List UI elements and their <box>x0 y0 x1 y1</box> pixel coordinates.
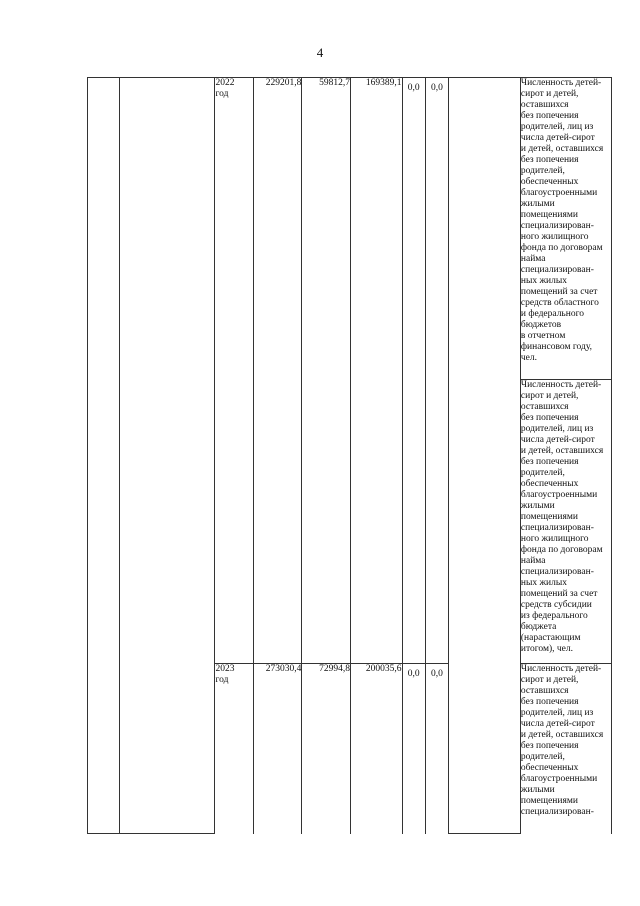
other-cell: 0,0 <box>425 78 448 664</box>
indicator-line: бюджетов <box>520 320 562 330</box>
indicator-line: оставшихся <box>520 686 569 696</box>
total-cell: 273030,4 <box>253 664 302 834</box>
indicator-line: благоустроенными <box>520 490 598 500</box>
indicator-line: без попечения <box>520 413 579 423</box>
indicator-line: жилыми <box>520 501 555 511</box>
indicator-line: сирот и детей, <box>520 675 579 685</box>
local-cell: 0,0 <box>402 664 425 834</box>
result-cell <box>449 78 521 834</box>
year-cell: 2023 год <box>215 664 253 834</box>
indicator-line: помещениями <box>520 796 578 806</box>
indicator-line: найма <box>520 556 546 566</box>
indicator-line: специализирован- <box>520 807 594 817</box>
indicator-line: числа детей-сирот <box>520 719 595 729</box>
indicator-line: ного жилищного <box>520 534 589 544</box>
indicator-line: из федерального <box>520 611 588 621</box>
federal-cell: 72994,8 <box>302 664 351 834</box>
indicator-cell <box>520 380 611 664</box>
indicator-line: без попечения <box>520 111 579 121</box>
name-cell <box>120 78 215 834</box>
indicator-line: числа детей-сирот <box>520 435 595 445</box>
indicator-line: помещений за счет <box>520 287 598 297</box>
indicator-line: бюджета <box>520 622 557 632</box>
indicator-cell <box>520 664 611 834</box>
total-cell: 229201,8 <box>253 78 302 664</box>
indicator-line: специализирован- <box>520 567 594 577</box>
indicator-line: финансовом году, <box>520 342 593 352</box>
indicator-line: средств субсидии <box>520 600 592 610</box>
indicator-line: ных жилых <box>520 578 568 588</box>
indicator-line: и федерального <box>520 309 585 319</box>
indicator-line: Численность детей- <box>520 664 602 674</box>
indicator-line: средств областного <box>520 298 599 308</box>
page-number: 4 <box>316 45 324 60</box>
indicator-line: родителей, лиц из <box>520 122 594 132</box>
indicator-text <box>521 78 611 364</box>
indicator-line: итогом), чел. <box>520 644 574 654</box>
indicator-line: Численность детей- <box>520 78 602 88</box>
indicator-line: (нарастающим <box>520 633 581 643</box>
local-cell: 0,0 <box>402 78 425 664</box>
indicator-line: и детей, оставшихся <box>520 730 604 740</box>
indicator-line: родителей, <box>520 752 565 762</box>
indicator-line: обеспеченных <box>520 479 579 489</box>
indicator-line: благоустроенными <box>520 188 598 198</box>
regional-cell: 169389,1 <box>350 78 402 664</box>
indicator-line: сирот и детей, <box>520 391 579 401</box>
indicator-cell <box>520 78 611 380</box>
indicator-line: и детей, оставшихся <box>520 446 604 456</box>
indicator-line: родителей, лиц из <box>520 708 594 718</box>
indicator-line: без попечения <box>520 155 579 165</box>
indicator-line: в отчетном <box>520 331 566 341</box>
indicator-line: Численность детей- <box>520 380 602 390</box>
indicator-line: оставшихся <box>520 402 569 412</box>
regional-cell: 200035,6 <box>350 664 402 834</box>
federal-cell: 59812,7 <box>302 78 351 664</box>
indicator-line: оставшихся <box>520 100 569 110</box>
indicator-line: без попечения <box>520 457 579 467</box>
indicator-text <box>521 380 611 655</box>
indicator-line: помещений за счет <box>520 589 598 599</box>
indicator-line: чел. <box>520 353 538 363</box>
table-row-2022 <box>88 78 612 380</box>
indicator-line: сирот и детей, <box>520 89 579 99</box>
indicator-line: родителей, <box>520 468 565 478</box>
indicator-line: ных жилых <box>520 276 568 286</box>
indicator-line: фонда по договорам <box>520 243 603 253</box>
indicator-line: обеспеченных <box>520 763 579 773</box>
indicator-line: специализирован- <box>520 265 594 275</box>
indicator-line: жилыми <box>520 785 555 795</box>
indicator-line: найма <box>520 254 546 264</box>
indicator-line: ного жилищного <box>520 232 589 242</box>
indicator-line: и детей, оставшихся <box>520 144 604 154</box>
indicator-line: родителей, лиц из <box>520 424 594 434</box>
indicator-line: специализирован- <box>520 221 594 231</box>
indicator-line: благоустроенными <box>520 774 598 784</box>
indicator-line: фонда по договорам <box>520 545 603 555</box>
indicator-line: родителей, <box>520 166 565 176</box>
indicator-line: без попечения <box>520 741 579 751</box>
indicator-line: помещениями <box>520 512 578 522</box>
other-cell: 0,0 <box>425 664 448 834</box>
number-cell <box>88 78 120 834</box>
indicator-text <box>521 664 611 818</box>
indicator-line: обеспеченных <box>520 177 579 187</box>
indicator-line: без попечения <box>520 697 579 707</box>
indicator-line: числа детей-сирот <box>520 133 595 143</box>
indicator-line: жилыми <box>520 199 555 209</box>
indicator-line: помещениями <box>520 210 578 220</box>
indicator-line: специализирован- <box>520 523 594 533</box>
year-cell: 2022 год <box>215 78 253 664</box>
budget-table <box>87 77 612 834</box>
